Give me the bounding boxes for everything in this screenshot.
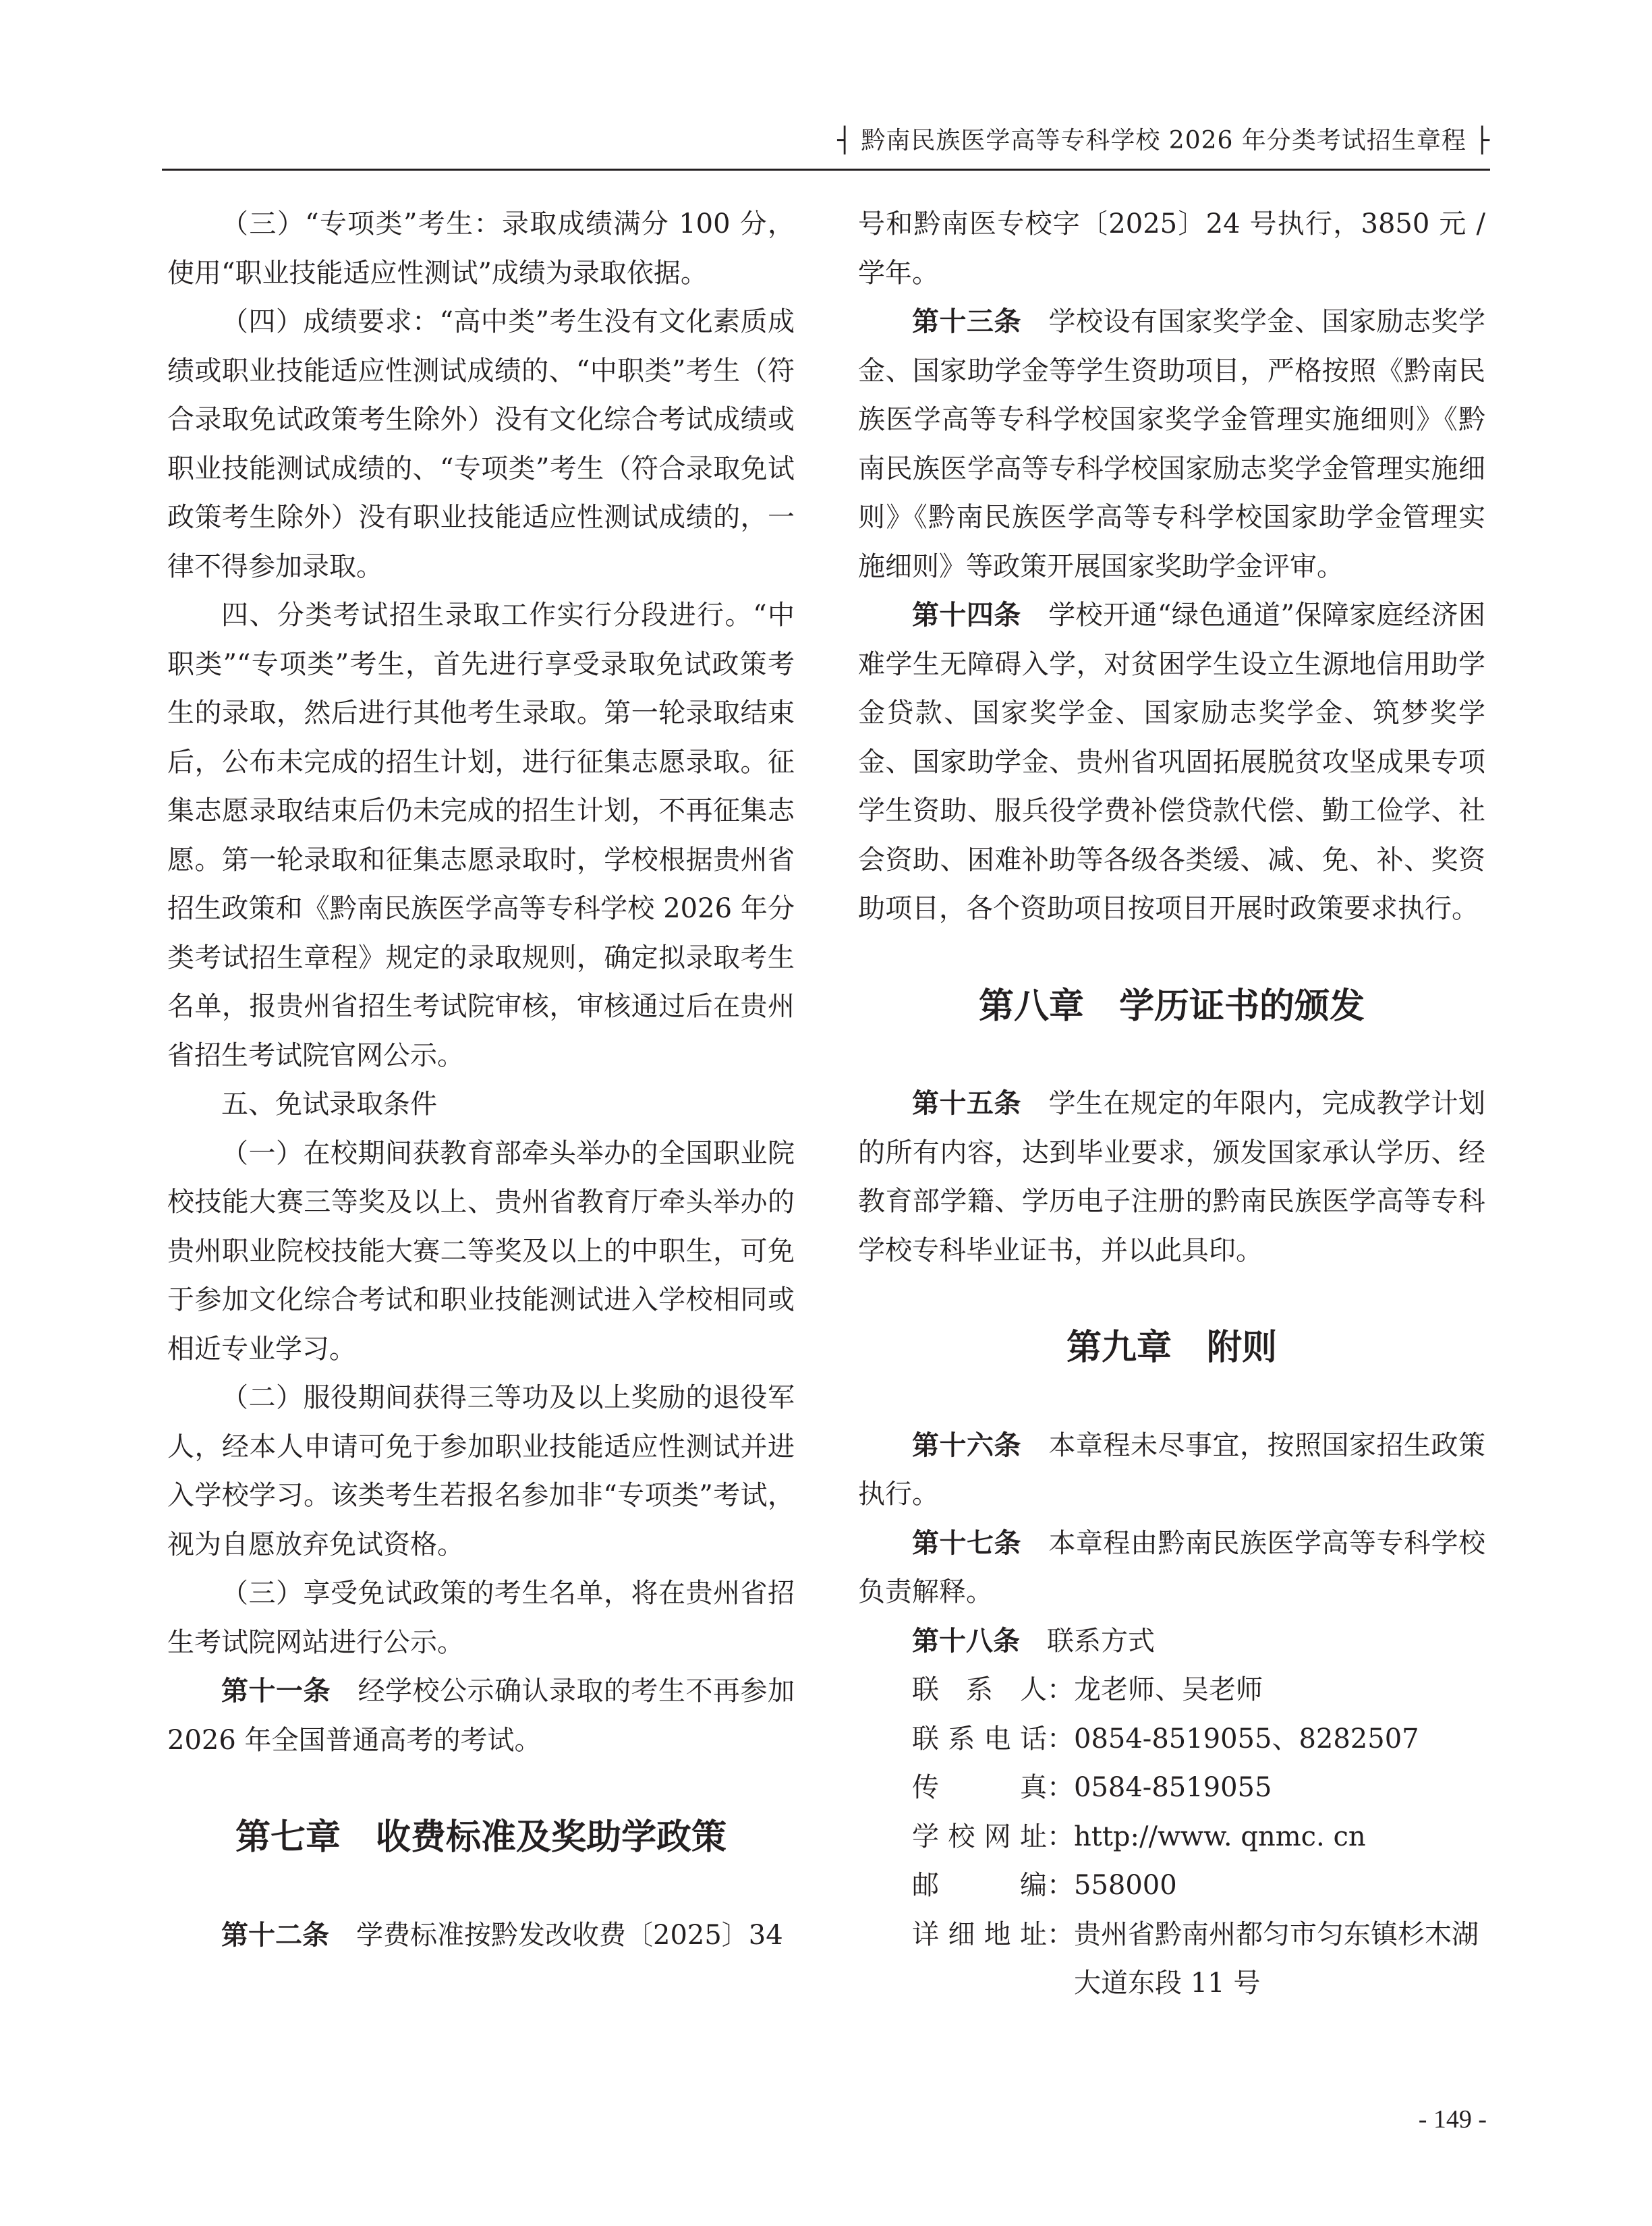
article-17-label: 第十七条 (912, 1527, 1021, 1559)
article-15-label: 第十五条 (912, 1088, 1021, 1119)
contact-row-website: 学校网址 ： http://www. qnmc. cn (858, 1813, 1485, 1862)
article-11-text: 经学校公示确认录取的考生不再参加 2026 年全国普通高考的考试。 (167, 1676, 795, 1756)
article-11 (167, 1667, 795, 1765)
article-11-label: 第十一条 (221, 1676, 331, 1707)
contact-label: 邮编 (912, 1870, 1047, 1901)
article-18 (858, 1617, 1485, 1666)
right-column (858, 200, 1485, 2008)
contact-value: 贵州省黔南州都匀市匀东镇杉木湖大道东段 11 号 (1074, 1918, 1479, 1999)
contact-row-postcode: 邮编 ： 558000 (858, 1861, 1485, 1910)
left-column (167, 200, 795, 1960)
article-18-label: 第十八条 (912, 1625, 1020, 1657)
running-header: ┤ 黔南民族医学高等专科学校 2026 年分类考试招生章程 ├ (837, 127, 1490, 154)
article-14-label: 第十四条 (912, 600, 1021, 631)
contact-label: 学校网址 (912, 1821, 1047, 1852)
paragraph-exemption-skills-contest: （一）在校期间获教育部牵头举办的全国职业院校技能大赛三等奖及以上、贵州省教育厅牵头举办的贵州职业院校技能大赛二等奖及以上的中职生，可免于参加文化综合考试和职业技能测试进入学校相同或相近专业学习。 (167, 1137, 795, 1365)
article-15-text: 学生在规定的年限内，完成教学计划的所有内容，达到毕业要求，颁发国家承认学历、经教育部学籍、学历电子注册的黔南民族医学高等专科学校专科毕业证书，并以此具印。 (858, 1088, 1485, 1266)
article-16-label: 第十六条 (912, 1429, 1021, 1461)
contact-row-address: 详细地址 ： 贵州省黔南州都匀市匀东镇杉木湖大道东段 11 号 (858, 1910, 1485, 2008)
article-18-text: 联系方式 (1047, 1625, 1155, 1657)
article-16-text: 本章程未尽事宜，按照国家招生政策执行。 (858, 1429, 1485, 1510)
contact-label: 详细地址 (912, 1918, 1047, 1950)
contact-row-phone: 联系电话 ： 0854-8519055、8282507 (858, 1715, 1485, 1764)
paragraph-exemption-heading: 五、免试录取条件 (221, 1089, 437, 1120)
article-14-text: 学校开通“绿色通道”保障家庭经济困难学生无障碍入学，对贫困学生设立生源地信用助学金贷款、国家奖学金、国家励志奖学金、筑梦奖学金、国家助学金、贵州省巩固拓展脱贫攻坚成果专项学生资助、服兵役学费补偿贷款代偿、勤工俭学、社会资助、困难补助等各级各类缓、减、免、补、奖资助项目，各个资助项目按项目开展时政策要求执行。 (858, 600, 1485, 924)
article-13-label: 第十三条 (912, 306, 1021, 337)
paragraph-admission-stages: 四、分类考试招生录取工作实行分段进行。“中职类”“专项类”考生，首先进行享受录取免试政策考生的录取，然后进行其他考生录取。第一轮录取结束后，公布未完成的招生计划，进行征集志愿录取。征集志愿录取结束后仍未完成的招生计划，不再征集志愿。第一轮录取和征集志愿录取时，学校根据贵州省招生政策和《黔南民族医学高等专科学校 2026 年分类考试招生章程》规定的录取规则，确定拟录取考生名单，报贵州省招生考试院审核，审核通过后在贵州省招生考试院官网公示。 (167, 600, 795, 1071)
article-12 (167, 1911, 795, 1960)
page-number: - 149 - (1418, 2105, 1487, 2134)
article-15 (858, 1079, 1485, 1275)
paragraph-exemption-veterans: （二）服役期间获得三等功及以上奖励的退役军人，经本人申请可免于参加职业技能适应性测试并进入学校学习。该类考生若报名参加非“专项类”考试，视为自愿放弃免试资格。 (167, 1382, 795, 1560)
contact-label: 联系电话 (912, 1723, 1047, 1754)
chapter-9-heading: 第九章 附则 (1066, 1328, 1277, 1368)
article-12-text: 学费标准按黔发改收费〔2025〕34 (356, 1919, 783, 1951)
header-title: 黔南民族医学高等专科学校 2026 年分类考试招生章程 (861, 127, 1466, 154)
article-12-continued: 号和黔南医专校字〔2025〕24 号执行，3850 元 / 学年。 (858, 208, 1485, 289)
article-17 (858, 1519, 1485, 1617)
contact-value: 0854-8519055、8282507 (1074, 1723, 1419, 1754)
contact-value: http://www. qnmc. cn (1074, 1821, 1366, 1852)
paragraph-score-requirements: （四）成绩要求：“高中类”考生没有文化素质成绩或职业技能适应性测试成绩的、“中职类”考生（符合录取免试政策考生除外）没有文化综合考试成绩或职业技能测试成绩的、“专项类”考生（符合录取免试政策考生除外）没有职业技能适应性测试成绩的，一律不得参加录取。 (167, 306, 795, 582)
article-14 (858, 591, 1485, 934)
contact-value: 龙老师、吴老师 (1074, 1674, 1263, 1705)
chapter-8-heading: 第八章 学历证书的颁发 (978, 986, 1365, 1027)
contact-value: 558000 (1074, 1870, 1177, 1901)
contact-label: 传真 (912, 1772, 1047, 1803)
article-13 (858, 297, 1485, 591)
contact-value: 0584-8519055 (1074, 1772, 1272, 1803)
article-16 (858, 1421, 1485, 1519)
article-13-text: 学校设有国家奖学金、国家励志奖学金、国家助学金等学生资助项目，严格按照《黔南民族医学高等专科学校国家奖学金管理实施细则》《黔南民族医学高等专科学校国家励志奖学金管理实施细则》《黔南民族医学高等专科学校国家助学金管理实施细则》等政策开展国家奖助学金评审。 (858, 306, 1485, 582)
contact-row-fax: 传真 ： 0584-8519055 (858, 1763, 1485, 1813)
article-12-label: 第十二条 (221, 1919, 329, 1951)
header-rule (162, 169, 1490, 171)
contact-row-person: 联系人 ： 龙老师、吴老师 (858, 1665, 1485, 1715)
chapter-7-heading: 第七章 收费标准及奖助学政策 (235, 1817, 727, 1858)
contact-list (858, 1665, 1485, 2008)
contact-label: 联系人 (912, 1674, 1047, 1705)
paragraph-special-category-score: （三）“专项类”考生：录取成绩满分 100 分，使用“职业技能适应性测试”成绩为录取依据。 (167, 208, 795, 289)
article-17-text: 本章程由黔南民族医学高等专科学校负责解释。 (858, 1527, 1485, 1607)
paragraph-exemption-publicity: （三）享受免试政策的考生名单，将在贵州省招生考试院网站进行公示。 (167, 1578, 795, 1658)
